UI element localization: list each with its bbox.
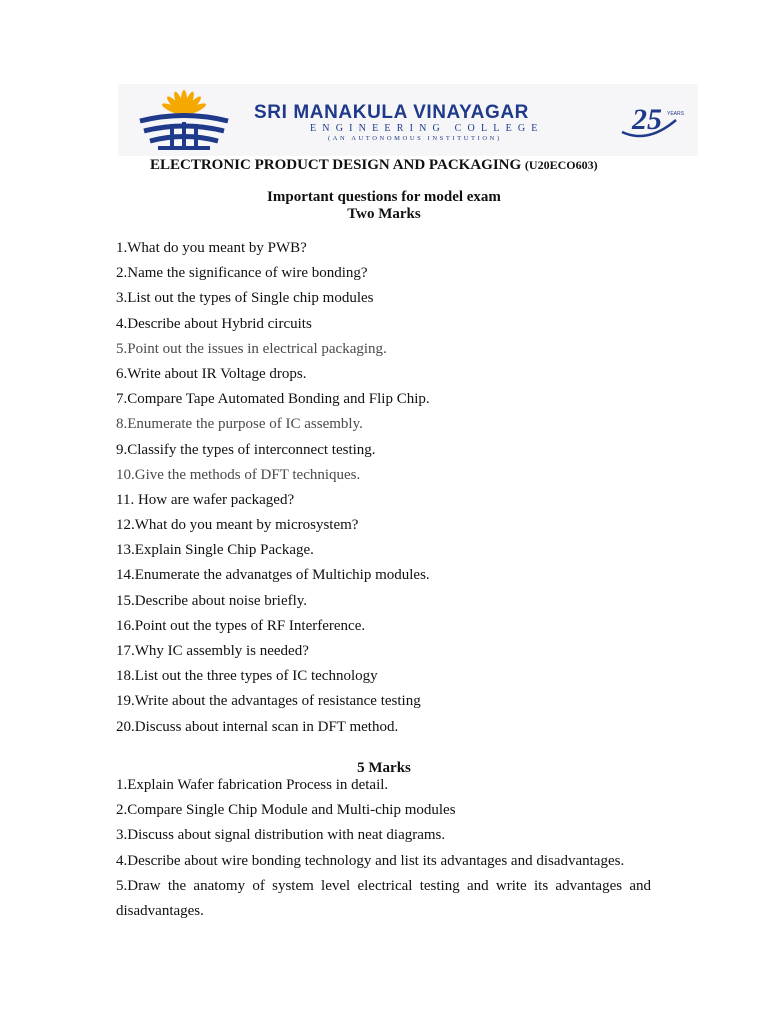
question-item: 13.Explain Single Chip Package. [116, 542, 314, 559]
question-item: 6.Write about IR Voltage drops. [116, 365, 307, 382]
course-title-text: ELECTRONIC PRODUCT DESIGN AND PACKAGING [150, 157, 522, 173]
section-two-marks-title: Two Marks [347, 206, 421, 222]
jubilee-emblem-icon [618, 98, 684, 142]
section-five-marks-title: 5 Marks [357, 760, 411, 776]
question-item: 3.Discuss about signal distribution with neat diagrams. [116, 827, 446, 844]
question-item: 11. How are wafer packaged? [116, 491, 295, 508]
college-logo-icon [134, 88, 234, 152]
question-item: 8.Enumerate the purpose of IC assembly. [116, 416, 363, 433]
question-item: 5.Draw the anatomy of system level electrical testing and write its advantages and disadvantages. [116, 877, 651, 919]
college-note: (AN AUTONOMOUS INSTITUTION) [328, 135, 502, 142]
five-marks-list [116, 776, 651, 924]
question-item: 2.Name the significance of wire bonding? [116, 265, 368, 282]
question-item: 7.Compare Tape Automated Bonding and Flip Chip. [116, 391, 430, 408]
jubilee-word: YEARS [667, 111, 684, 117]
course-code: (U20ECO603) [524, 158, 598, 172]
question-item: 18.List out the three types of IC technology [116, 668, 378, 685]
question-item: 10.Give the methods of DFT techniques. [116, 466, 361, 483]
question-item: 5.Point out the issues in electrical packaging. [116, 340, 387, 357]
question-item: 2.Compare Single Chip Module and Multi-chip modules [116, 802, 456, 819]
question-item: 20.Discuss about internal scan in DFT method. [116, 718, 399, 735]
jubilee-number: 25 [632, 103, 662, 136]
college-subtitle: ENGINEERING COLLEGE [310, 123, 544, 134]
two-marks-list [116, 239, 430, 743]
college-header [118, 84, 698, 156]
question-item: 9.Classify the types of interconnect testing. [116, 441, 376, 458]
college-name: SRI MANAKULA VINAYAGAR [254, 102, 530, 123]
question-item: 4.Describe about Hybrid circuits [116, 315, 312, 332]
question-item: 4.Describe about wire bonding technology and list its advantages and disadvantages. [116, 852, 625, 869]
question-item: 15.Describe about noise briefly. [116, 592, 308, 609]
question-item: 1.What do you meant by PWB? [116, 240, 307, 256]
question-item: 3.List out the types of Single chip modules [116, 290, 374, 307]
question-item: 16.Point out the types of RF Interference. [116, 617, 366, 634]
question-item: 19.Write about the advantages of resistance testing [116, 693, 421, 710]
course-title [150, 157, 598, 174]
question-item: 12.What do you meant by microsystem? [116, 517, 359, 534]
document-heading: Important questions for model exam [267, 189, 501, 205]
question-item: 17.Why IC assembly is needed? [116, 643, 309, 659]
question-item: 14.Enumerate the advanatges of Multichip modules. [116, 567, 430, 584]
question-item: 1.Explain Wafer fabrication Process in detail. [116, 777, 389, 793]
